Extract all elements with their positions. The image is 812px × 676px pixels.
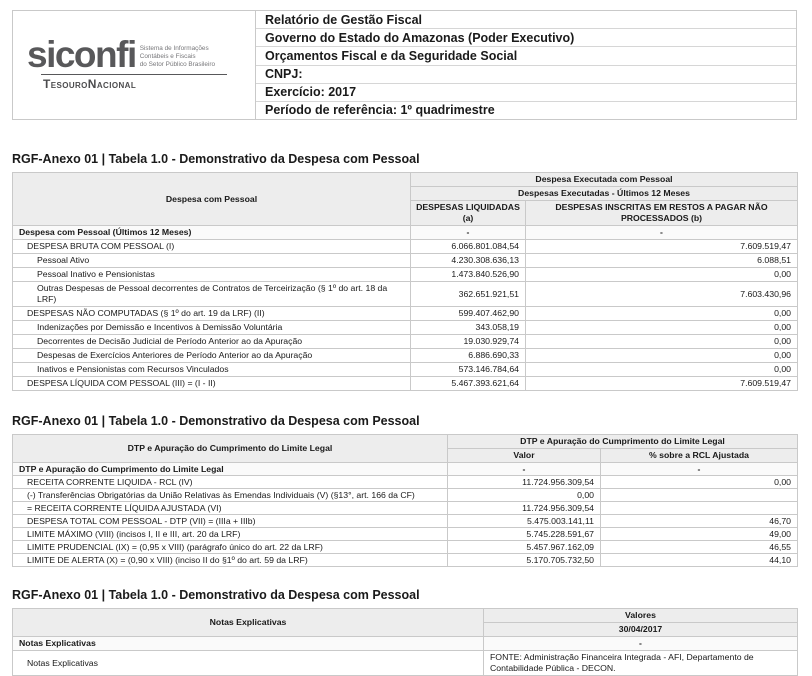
row-value: 5.170.705.732,50 <box>448 554 601 567</box>
group-header-executada: Despesa Executada com Pessoal <box>411 173 798 187</box>
row-value: 7.603.430,96 <box>526 282 798 307</box>
table-row <box>13 502 798 515</box>
row-value: - <box>526 226 798 240</box>
row-label: DESPESA TOTAL COM PESSOAL - DTP (VII) = (IIIa + IIIb) <box>13 515 448 528</box>
row-label: Notas Explicativas <box>13 651 484 676</box>
government-name: Governo do Estado do Amazonas (Poder Executivo) <box>256 29 796 47</box>
row-value: 5.457.967.162,09 <box>448 541 601 554</box>
budget-scope: Orçamentos Fiscal e da Seguridade Social <box>256 47 796 65</box>
row-value: - <box>601 463 798 476</box>
report-title: Relatório de Gestão Fiscal <box>256 11 796 29</box>
row-label: Despesas de Exercícios Anteriores de Período Anterior ao da Apuração <box>13 349 411 363</box>
row-label: (-) Transferências Obrigatórias da União Relativas às Emendas Individuais (V) (§13°, art. 166 da CF) <box>13 489 448 502</box>
table-row <box>13 528 798 541</box>
table-dtp-limite-legal <box>12 434 798 567</box>
report-header-lines <box>256 11 796 119</box>
table-row <box>13 476 798 489</box>
row-label: Despesa com Pessoal (Últimos 12 Meses) <box>13 226 411 240</box>
row-label: Inativos e Pensionistas com Recursos Vinculados <box>13 363 411 377</box>
subgroup-header-12meses: Despesas Executadas - Últimos 12 Meses <box>411 187 798 201</box>
row-value: 343.058,19 <box>411 321 526 335</box>
table-row <box>13 515 798 528</box>
table-notas-explicativas <box>12 608 798 676</box>
row-value: 5.745.228.591,67 <box>448 528 601 541</box>
row-value: 362.651.921,51 <box>411 282 526 307</box>
table-row <box>13 637 798 651</box>
row-label: DESPESA LÍQUIDA COM PESSOAL (III) = (I - II) <box>13 377 411 391</box>
row-value: 46,70 <box>601 515 798 528</box>
row-value: 11.724.956.309,54 <box>448 502 601 515</box>
col-header-restos-a-pagar: DESPESAS INSCRITAS EM RESTOS A PAGAR NÃO PROCESSADOS (b) <box>526 201 798 226</box>
reference-period: Período de referência: 1º quadrimestre <box>265 103 495 118</box>
table-row <box>13 363 798 377</box>
row-value: 1.473.840.526,90 <box>411 268 526 282</box>
row-value: 0,00 <box>526 363 798 377</box>
row-label: Decorrentes de Decisão Judicial de Período Anterior ao da Apuração <box>13 335 411 349</box>
exercise-year: Exercício: 2017 <box>256 84 796 102</box>
section-title-dtp: RGF-Anexo 01 | Tabela 1.0 - Demonstrativo da Despesa com Pessoal <box>12 414 420 428</box>
table-despesa-com-pessoal <box>12 172 798 391</box>
row-label: Outras Despesas de Pessoal decorrentes de Contratos de Terceirização (§ 1º do art. 18 da LRF) <box>13 282 411 307</box>
row-value: - <box>484 637 798 651</box>
siconfi-logo <box>13 11 256 119</box>
row-value <box>601 502 798 515</box>
cnpj-line: CNPJ: <box>256 66 796 84</box>
row-label: Pessoal Inativo e Pensionistas <box>13 268 411 282</box>
row-label: Pessoal Ativo <box>13 254 411 268</box>
row-value: 0,00 <box>526 335 798 349</box>
siconfi-tagline: Sistema de Informações Contábeis e Fiscais do Setor Público Brasileiro <box>139 44 216 69</box>
row-value: 0,00 <box>526 268 798 282</box>
row-value: 0,00 <box>448 489 601 502</box>
table-row <box>13 377 798 391</box>
row-value: 0,00 <box>526 321 798 335</box>
col-header-valor: Valor <box>448 449 601 463</box>
row-label: Indenizações por Demissão e Incentivos à Demissão Voluntária <box>13 321 411 335</box>
row-value: 5.475.003.141,11 <box>448 515 601 528</box>
group-header-dtp: DTP e Apuração do Cumprimento do Limite Legal <box>448 435 798 449</box>
row-label: DESPESAS NÃO COMPUTADAS (§ 1º do art. 19 da LRF) (II) <box>13 307 411 321</box>
table-row <box>13 307 798 321</box>
row-value: FONTE: Administração Financeira Integrada - AFI, Departamento de Contabilidade Pública - DECON. <box>484 651 798 676</box>
row-value: - <box>411 226 526 240</box>
row-value: 599.407.462,90 <box>411 307 526 321</box>
row-value: 46,55 <box>601 541 798 554</box>
row-value: - <box>448 463 601 476</box>
section-title-notas: RGF-Anexo 01 | Tabela 1.0 - Demonstrativo da Despesa com Pessoal <box>12 588 420 602</box>
report-header-box <box>12 10 797 120</box>
group-header-valores: Valores <box>484 609 798 623</box>
subheader-data: 30/04/2017 <box>484 623 798 637</box>
table-row <box>13 335 798 349</box>
table-row <box>13 321 798 335</box>
row-label: LIMITE PRUDENCIAL (IX) = (0,95 x VIII) (parágrafo único do art. 22 da LRF) <box>13 541 448 554</box>
row-value: 5.467.393.621,64 <box>411 377 526 391</box>
table-row <box>13 240 798 254</box>
table-row <box>13 282 798 307</box>
row-value <box>601 489 798 502</box>
table-row <box>13 268 798 282</box>
row-label: DESPESA BRUTA COM PESSOAL (I) <box>13 240 411 254</box>
row-value: 0,00 <box>526 307 798 321</box>
table-row <box>13 651 798 676</box>
table-row <box>13 254 798 268</box>
row-value: 6.066.801.084,54 <box>411 240 526 254</box>
row-label: LIMITE DE ALERTA (X) = (0,90 x VIII) (inciso II do §1º do art. 59 da LRF) <box>13 554 448 567</box>
table-row <box>13 541 798 554</box>
table-row <box>13 226 798 240</box>
row-value: 44,10 <box>601 554 798 567</box>
col-header-pct-rcl: % sobre a RCL Ajustada <box>601 449 798 463</box>
row-value: 0,00 <box>601 476 798 489</box>
siconfi-brand-text: siconfi <box>27 34 136 76</box>
row-value: 7.609.519,47 <box>526 240 798 254</box>
tesouro-nacional-text: TesouroNacional <box>43 76 137 91</box>
row-value: 6.088,51 <box>526 254 798 268</box>
section-title-despesa: RGF-Anexo 01 | Tabela 1.0 - Demonstrativo da Despesa com Pessoal <box>12 152 420 166</box>
row-value: 49,00 <box>601 528 798 541</box>
col-header-notas: Notas Explicativas <box>13 609 484 637</box>
row-value: 6.886.690,33 <box>411 349 526 363</box>
row-label: Notas Explicativas <box>13 637 484 651</box>
row-value: 573.146.784,64 <box>411 363 526 377</box>
row-value: 19.030.929,74 <box>411 335 526 349</box>
table-row <box>13 554 798 567</box>
row-label: DTP e Apuração do Cumprimento do Limite Legal <box>13 463 448 476</box>
col-header-despesa: Despesa com Pessoal <box>13 173 411 226</box>
row-label: LIMITE MÁXIMO (VIII) (incisos I, II e III, art. 20 da LRF) <box>13 528 448 541</box>
row-value: 4.230.308.636,13 <box>411 254 526 268</box>
table-row <box>13 349 798 363</box>
row-label: = RECEITA CORRENTE LÍQUIDA AJUSTADA (VI) <box>13 502 448 515</box>
col-header-dtp: DTP e Apuração do Cumprimento do Limite Legal <box>13 435 448 463</box>
row-label: RECEITA CORRENTE LIQUIDA - RCL (IV) <box>13 476 448 489</box>
row-value: 11.724.956.309,54 <box>448 476 601 489</box>
row-value: 0,00 <box>526 349 798 363</box>
table-row <box>13 489 798 502</box>
col-header-liquidadas: DESPESAS LIQUIDADAS (a) <box>411 201 526 226</box>
row-value: 7.609.519,47 <box>526 377 798 391</box>
table-row <box>13 463 798 476</box>
